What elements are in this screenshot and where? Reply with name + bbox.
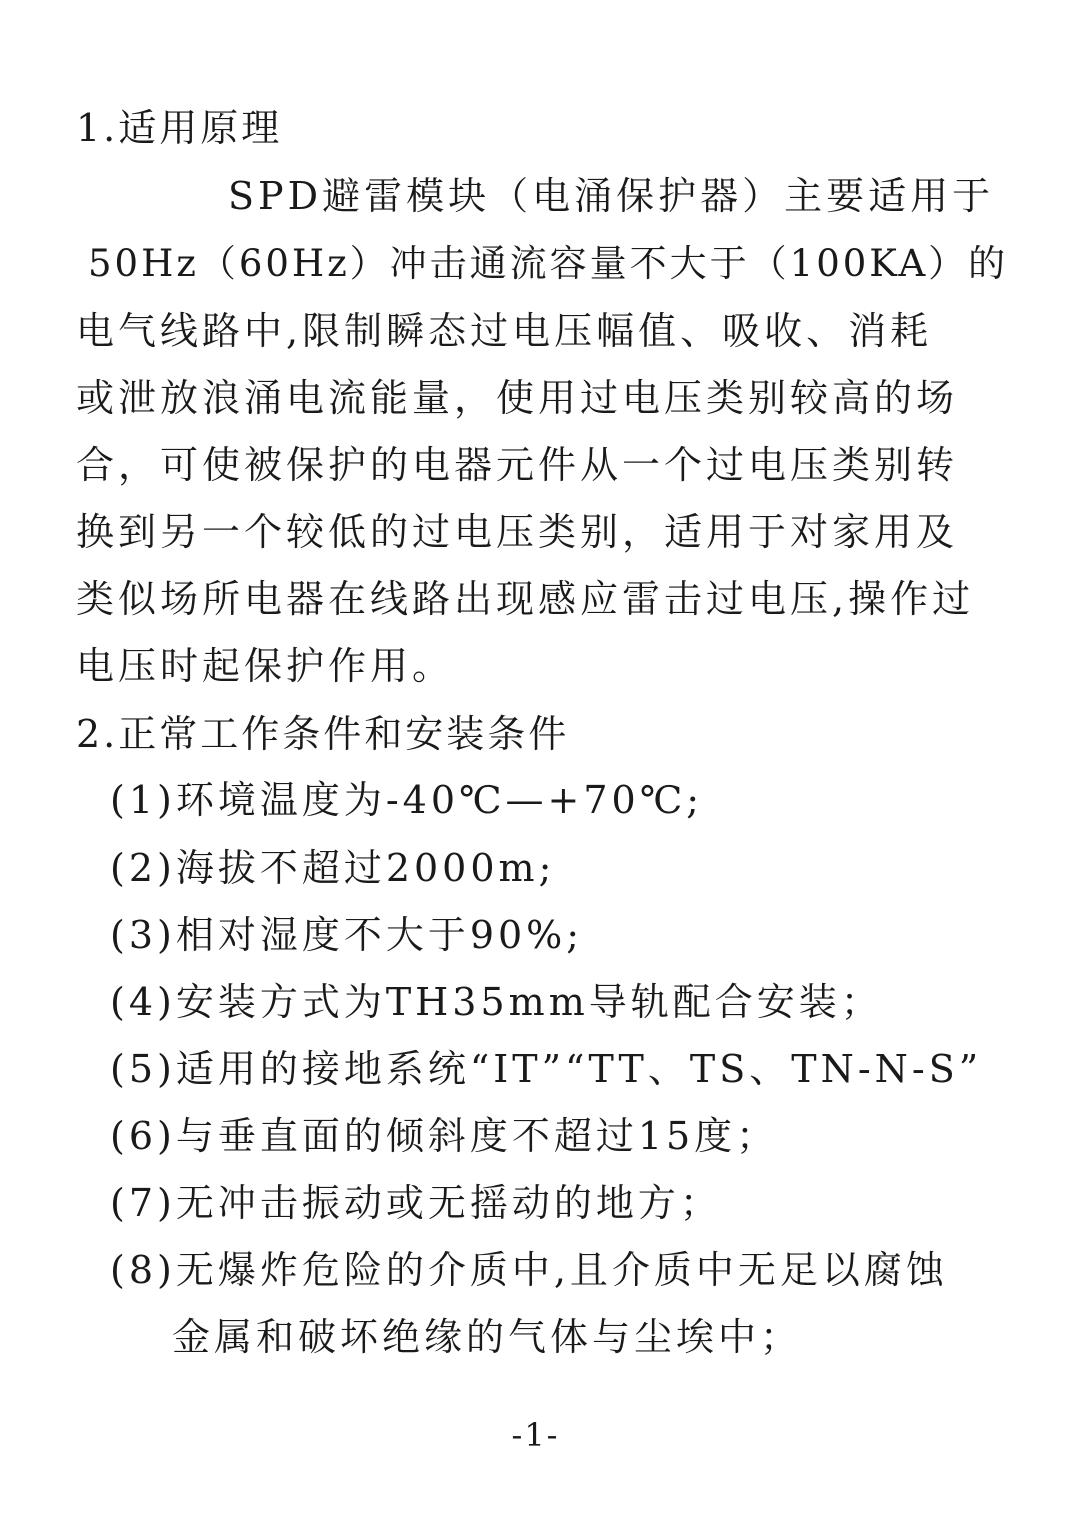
condition-item-4: (4)安装方式为TH35mm导轨配合安装； — [110, 980, 883, 1024]
section-heading-1: 1.适用原理 — [76, 106, 283, 150]
section-heading-2: 2.正常工作条件和安装条件 — [76, 712, 570, 756]
condition-item-7: (7)无冲击振动或无摇动的地方； — [110, 1181, 722, 1225]
paragraph-line: 或泄放浪涌电流能量，使用过电压类别较高的场 — [76, 376, 959, 420]
paragraph-line: 50Hz（60Hz）冲击通流容量不大于（100KA）的 — [88, 242, 1009, 285]
page-number: -1- — [511, 1416, 560, 1454]
condition-item-2: (2)海拔不超过2000m; — [110, 846, 556, 890]
paragraph-line: 换到另一个较低的过电压类别，适用于对家用及 — [76, 510, 959, 554]
paragraph-line: 电压时起保护作用。 — [76, 644, 455, 688]
paragraph-line: 合，可使被保护的电器元件从一个过电压类别转 — [76, 443, 959, 487]
condition-item-3: (3)相对湿度不大于90%; — [110, 913, 584, 957]
condition-item-8: (8)无爆炸危险的介质中,且介质中无足以腐蚀 — [110, 1248, 948, 1292]
paragraph-line: SPD避雷模块（电涌保护器）主要适用于 — [228, 174, 995, 218]
paragraph-line: 类似场所电器在线路出现感应雷击过电压,操作过 — [76, 577, 975, 621]
condition-item-5: (5)适用的接地系统“IT”“TT、TS、TN-N-S” — [110, 1047, 983, 1091]
condition-item-8-continuation: 金属和破坏绝缘的气体与尘埃中； — [172, 1315, 803, 1359]
condition-item-6: (6)与垂直面的倾斜度不超过15度； — [110, 1114, 779, 1158]
paragraph-line: 电气线路中,限制瞬态过电压幅值、吸收、消耗 — [76, 309, 933, 353]
condition-item-1: (1)环境温度为-40℃—+70℃; — [110, 778, 704, 822]
